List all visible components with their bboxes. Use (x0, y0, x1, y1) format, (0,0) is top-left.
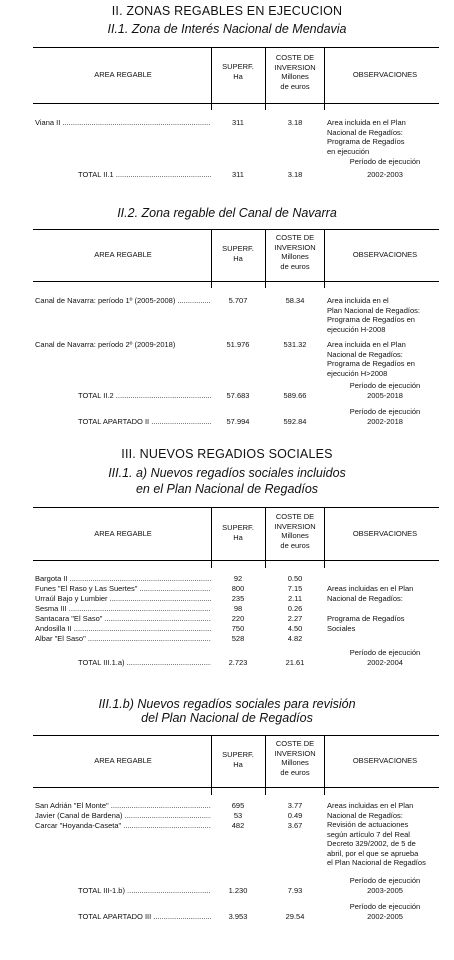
table-row-name: Viana II ..... (35, 118, 211, 128)
header-superf: SUPERF. Ha (222, 62, 254, 81)
observaciones-text: Area incluida en el Plan Nacional de Regadíos: Programa de Regadíos en ejecución (327, 118, 406, 156)
table-row-superf: 98 (233, 604, 243, 613)
table-row-coste: 0.26 (287, 604, 303, 613)
total-row-coste: 3.18 (287, 170, 303, 179)
observaciones-text: Area incluida en el Plan Nacional de Regadíos: Programa de Regadíos en ejecución H-2008 (327, 296, 420, 334)
table-row-name: Funes "El Raso y Las Suertes" ..... (35, 584, 211, 594)
subsection-2-2-title: II.2. Zona regable del Canal de Navarra (117, 206, 337, 220)
table-row-name: Andosilla II ..... (35, 624, 211, 634)
table-row-name: Sesma III ..... (35, 604, 211, 614)
table-row-superf: 51.976 (226, 340, 250, 349)
total-apartado-superf: 3.953 (228, 912, 248, 921)
header-superf: SUPERF. Ha (222, 750, 254, 769)
header-observaciones: OBSERVACIONES (352, 70, 418, 79)
periodo-years: 2005-2018 (367, 391, 403, 400)
observaciones-text: Programa de Regadíos Sociales (327, 614, 405, 633)
subsection-3-1a-title-line1: III.1. a) Nuevos regadíos sociales incluidos (108, 466, 346, 480)
periodo-years: 2002-2005 (367, 912, 403, 921)
periodo-years: 2002-2004 (367, 658, 403, 667)
table-row-coste: 3.67 (287, 821, 303, 830)
total-apartado-coste: 592.84 (283, 417, 307, 426)
total-row-label: TOTAL II.2 ..... (78, 391, 211, 401)
total-row-coste: 589.66 (283, 391, 307, 400)
table-row-superf: 5.707 (228, 296, 248, 305)
total-row-label: TOTAL III-1.b) ..... (78, 886, 211, 896)
table-row-superf: 482 (231, 821, 245, 830)
total-row-label: TOTAL II.1 ..... (78, 170, 211, 180)
total-row-superf: 57.683 (226, 391, 250, 400)
table-row-coste: 7.15 (287, 584, 303, 593)
table-row-superf: 235 (231, 594, 245, 603)
table-row-superf: 311 (232, 118, 244, 127)
header-coste: COSTE DE INVERSION Millones de euros (274, 512, 316, 550)
table-row-coste: 2.27 (287, 614, 303, 623)
header-superf: SUPERF. Ha (222, 523, 254, 542)
total-apartado-superf: 57.994 (226, 417, 250, 426)
header-coste: COSTE DE INVERSION Millones de euros (274, 233, 316, 271)
header-area-regable: AREA REGABLE (94, 250, 152, 259)
table-row-name: Urraúl Bajo y Lumbier ..... (35, 594, 211, 604)
table-row-coste: 3.18 (287, 118, 303, 127)
header-superf: SUPERF. Ha (222, 244, 254, 263)
observaciones-text: Areas incluidas en el Plan Nacional de Regadíos: (327, 584, 414, 603)
table-row-coste: 4.82 (287, 634, 303, 643)
table-row-name: Javier (Canal de Bardena) ..... (35, 811, 211, 821)
header-observaciones: OBSERVACIONES (352, 756, 418, 765)
section-2-title: II. ZONAS REGABLES EN EJECUCION (111, 4, 343, 18)
table-row-name: Bargota II ..... (35, 574, 211, 584)
observaciones-text: Area incluida en el Plan Nacional de Regadíos: Programa de Regadíos en ejecución H>2008 (327, 340, 415, 378)
periodo-years: 2002-2018 (367, 417, 403, 426)
total-row-coste: 7.93 (287, 886, 303, 895)
periodo-years: 2003-2005 (367, 886, 403, 895)
subsection-3-1b-title-line1: III.1.b) Nuevos regadíos sociales para revisión (98, 697, 356, 711)
table-row-superf: 92 (233, 574, 243, 583)
periodo-ejecucion: Período de ejecución (349, 876, 421, 885)
table-row-superf: 53 (233, 811, 243, 820)
table-row-superf: 750 (231, 624, 245, 633)
table-row-name: Carcar "Hoyanda-Caseta" ..... (35, 821, 211, 831)
header-observaciones: OBSERVACIONES (352, 250, 418, 259)
subsection-3-1a-title-line2: en el Plan Nacional de Regadíos (135, 482, 319, 496)
periodo-ejecucion: Período de ejecución (349, 902, 421, 911)
table-row-coste: 531.32 (283, 340, 307, 349)
total-apartado-label: TOTAL APARTADO III ..... (78, 912, 211, 922)
table-row-coste: 0.49 (287, 811, 303, 820)
periodo-ejecucion: Período de ejecución (349, 157, 421, 166)
total-row-label: TOTAL III.1.a) ..... (78, 658, 211, 668)
section-3-title: III. NUEVOS REGADIOS SOCIALES (121, 447, 333, 461)
total-row-coste: 21.61 (285, 658, 305, 667)
total-row-superf: 1.230 (228, 886, 248, 895)
header-area-regable: AREA REGABLE (94, 756, 152, 765)
table-row-coste: 3.77 (287, 801, 303, 810)
table-row-name: Canal de Navarra: período 1º (2005-2008) ..... (35, 296, 211, 306)
total-apartado-coste: 29.54 (285, 912, 305, 921)
table-row-coste: 0.50 (287, 574, 303, 583)
header-area-regable: AREA REGABLE (94, 70, 152, 79)
table-row-name: San Adrián "El Monte" ..... (35, 801, 211, 811)
periodo-ejecucion: Período de ejecución (349, 407, 421, 416)
periodo-ejecucion: Período de ejecución (349, 381, 421, 390)
header-coste: COSTE DE INVERSION Millones de euros (274, 739, 316, 777)
header-observaciones: OBSERVACIONES (352, 529, 418, 538)
total-row-superf: 2.723 (228, 658, 248, 667)
table-row-superf: 695 (231, 801, 245, 810)
table-row-superf: 800 (231, 584, 245, 593)
table-row-coste: 58.34 (285, 296, 305, 305)
total-row-superf: 311 (232, 170, 244, 179)
table-row-name: Santacara "El Saso" ..... (35, 614, 211, 624)
periodo-years: 2002-2003 (367, 170, 403, 179)
header-area-regable: AREA REGABLE (94, 529, 152, 538)
total-apartado-label: TOTAL APARTADO II ..... (78, 417, 211, 427)
table-row-name: Canal de Navarra: período 2º (2009-2018) (35, 340, 176, 349)
table-row-superf: 528 (231, 634, 245, 643)
table-row-superf: 220 (231, 614, 245, 623)
header-coste: COSTE DE INVERSION Millones de euros (274, 53, 316, 91)
table-row-name: Albar "El Saso" ..... (35, 634, 211, 644)
subsection-2-1-title: II.1. Zona de Interés Nacional de Mendavia (107, 22, 347, 36)
table-row-coste: 2.11 (287, 594, 303, 603)
periodo-ejecucion: Período de ejecución (349, 648, 421, 657)
observaciones-text: Areas incluidas en el Plan Nacional de Regadíos: Revisión de actuaciones según artículo 7 del Real Decreto 329/2002, de 5 de abril, por el que se aprueba el Plan Nacional de Regadíos (327, 801, 426, 867)
table-row-coste: 4.50 (287, 624, 303, 633)
subsection-3-1b-title-line2: del Plan Nacional de Regadíos (141, 711, 313, 725)
